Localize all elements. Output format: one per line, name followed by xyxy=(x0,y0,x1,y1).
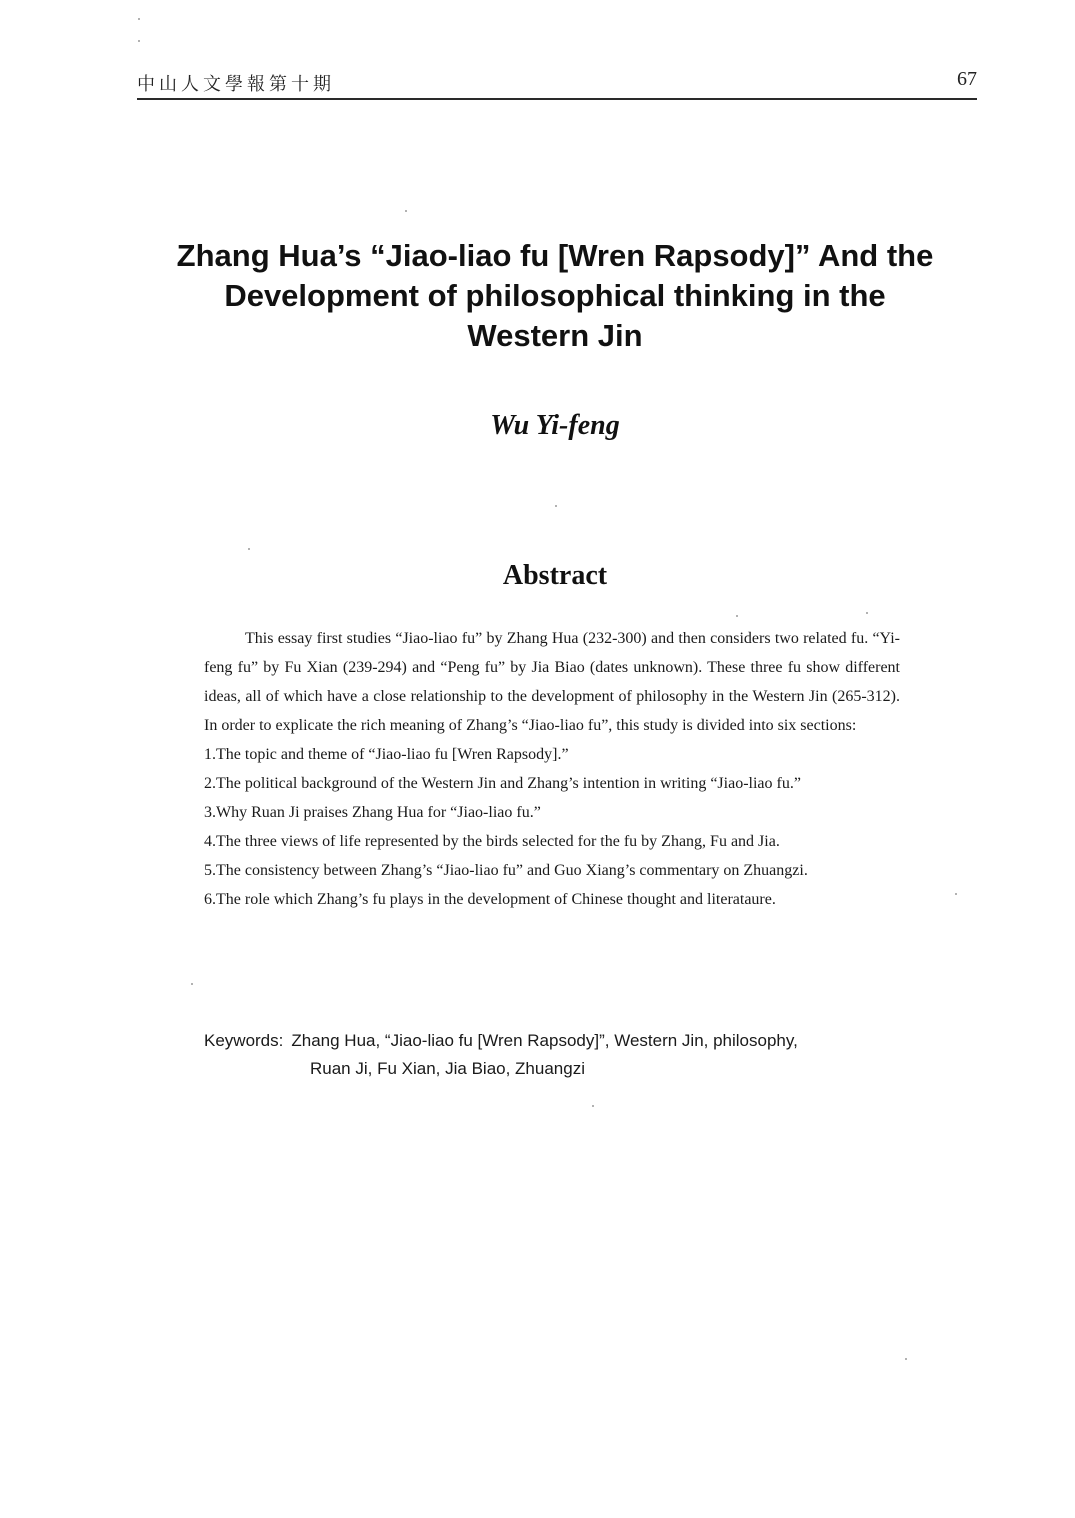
scan-speck xyxy=(955,893,957,895)
scan-speck xyxy=(191,983,193,985)
abstract-body xyxy=(204,624,900,914)
keywords-label: Keywords: xyxy=(204,1031,284,1050)
scan-speck xyxy=(866,612,868,614)
scan-speck xyxy=(555,505,557,507)
abstract-heading: Abstract xyxy=(502,560,608,591)
author-name: Wu Yi-feng xyxy=(490,410,620,441)
running-header xyxy=(137,68,977,100)
page-number: 67 xyxy=(957,68,977,90)
scan-speck xyxy=(405,210,407,212)
scan-speck xyxy=(905,1358,907,1360)
scan-speck xyxy=(248,548,250,550)
abstract-paragraph: This essay first studies “Jiao-liao fu” by Zhang Hua (232-300) and then considers two related fu. “Yi-feng fu” by Fu Xian (239-294) and “Peng fu” by Jia Biao (dates unknown). These three fu show different ideas, all of which have a close relationship to the development of philosophy in the Western Jin (265-312). In order to explicate the rich meaning of Zhang’s “Jiao-liao fu”, this study is divided into six sections: xyxy=(204,630,900,734)
section-item: 1.The topic and theme of “Jiao-liao fu [Wren Rapsody].” xyxy=(204,746,569,763)
scan-speck xyxy=(592,1105,594,1107)
keywords-block xyxy=(204,1027,904,1083)
section-item: 5.The consistency between Zhang’s “Jiao-liao fu” and Guo Xiang’s commentary on Zhuangzi. xyxy=(204,862,808,879)
section-item: 6.The role which Zhang’s fu plays in the development of Chinese thought and literataure. xyxy=(204,891,776,908)
title-line: Zhang Hua’s “Jiao-liao fu [Wren Rapsody]” And the xyxy=(176,238,934,273)
scan-speck xyxy=(138,40,140,42)
scan-speck xyxy=(736,615,738,617)
title-line: Development of philosophical thinking in the xyxy=(224,278,886,313)
keywords-line: Ruan Ji, Fu Xian, Jia Biao, Zhuangzi xyxy=(310,1059,585,1078)
section-item: 4.The three views of life represented by the birds selected for the fu by Zhang, Fu and Jia. xyxy=(204,833,780,850)
section-item: 2.The political background of the Western Jin and Zhang’s intention in writing “Jiao-liao fu.” xyxy=(204,775,801,792)
title-line: Western Jin xyxy=(467,318,643,353)
keywords-line: Zhang Hua, “Jiao-liao fu [Wren Rapsody]”, Western Jin, philosophy, xyxy=(291,1031,798,1050)
section-item: 3.Why Ruan Ji praises Zhang Hua for “Jiao-liao fu.” xyxy=(204,804,541,821)
scan-speck xyxy=(138,18,140,20)
section-list xyxy=(204,740,900,914)
article-title xyxy=(100,236,1010,356)
journal-name: 中山人文學報第十期 xyxy=(137,74,335,95)
